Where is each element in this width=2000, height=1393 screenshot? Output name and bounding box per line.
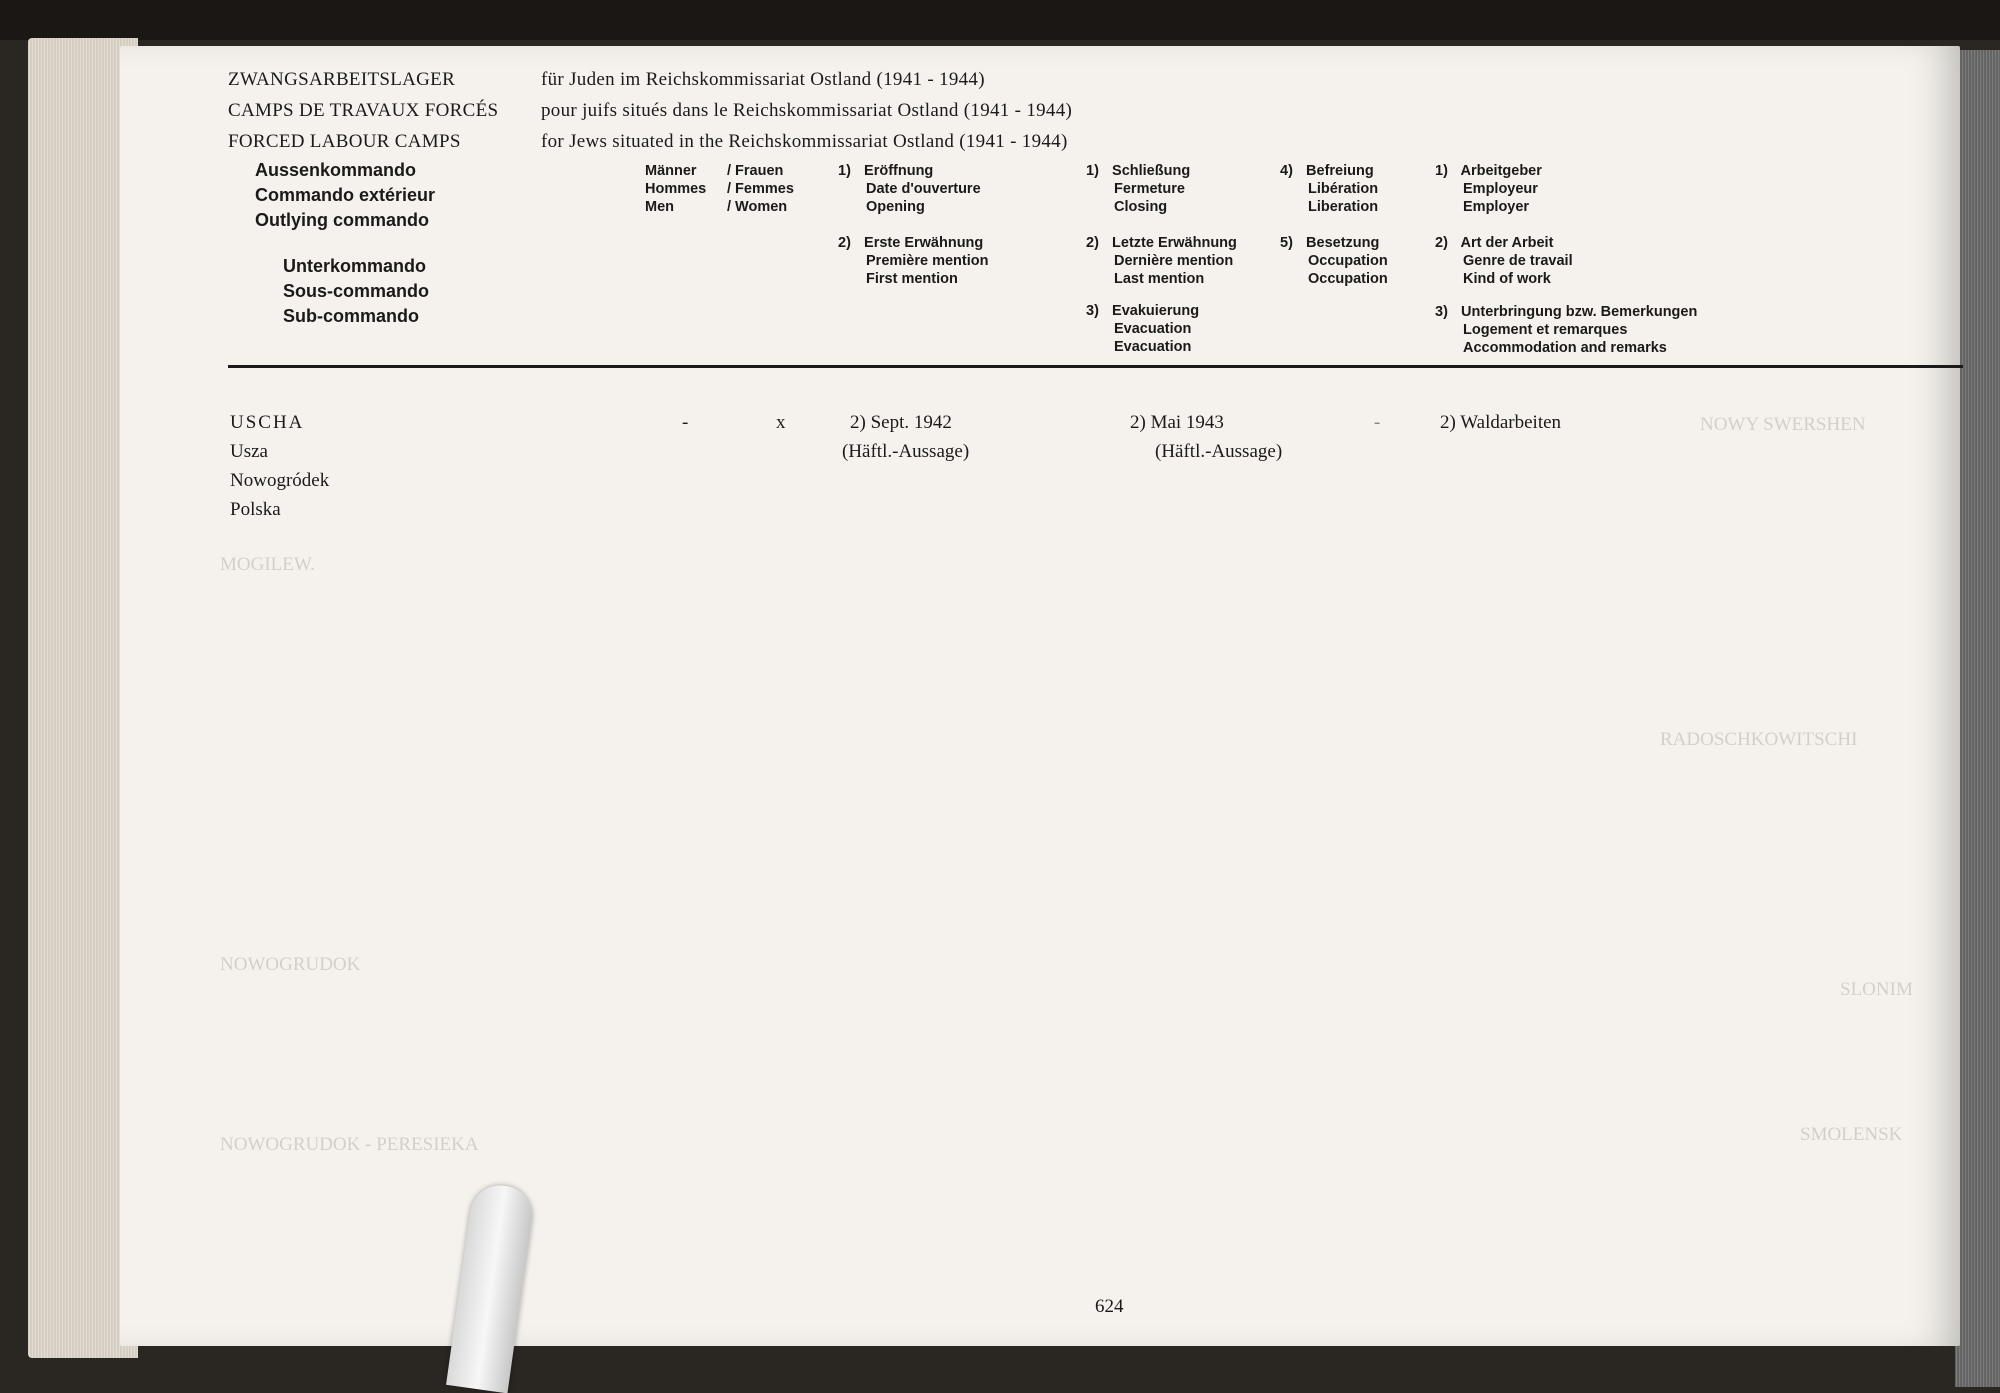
header-subtitles	[541, 64, 1072, 157]
entry-opening	[842, 408, 970, 466]
place-alt-name: Usza	[230, 441, 268, 462]
entry-women: x	[776, 412, 786, 433]
title-de: ZWANGSARBEITSLAGER	[228, 69, 456, 90]
subtitle-en: for Jews situated in the Reichskommissariat Ostland (1941 - 1944)	[541, 131, 1068, 152]
legend-closing: 1) Schließung Fermeture Closing	[1086, 163, 1191, 215]
subtitle-de: für Juden im Reichskommissariat Ostland (1941 - 1944)	[541, 69, 985, 90]
entry-work: 2) Waldarbeiten	[1440, 412, 1562, 433]
entry-place	[230, 408, 329, 524]
legend-accommodation: 3) Unterbringung bzw. Bemerkungen Logement et remarques Accommodation and remarks	[1435, 304, 1698, 356]
entry-liberation: -	[1374, 412, 1381, 433]
subtitle-fr: pour juifs situés dans le Reichskommissariat Ostland (1941 - 1944)	[541, 100, 1073, 121]
legend-men-de: Männer	[645, 163, 697, 179]
book-right-edge	[1955, 50, 2000, 1387]
place-district: Nowogródek	[230, 470, 330, 491]
legend-liberation: 4) Befreiung Libération Liberation	[1280, 163, 1379, 215]
title-en: FORCED LABOUR CAMPS	[228, 131, 461, 152]
page-number: 624	[1095, 1296, 1124, 1317]
legend-kind-of-work: 2) Art der Arbeit Genre de travail Kind of work	[1435, 235, 1573, 287]
title-fr: CAMPS DE TRAVAUX FORCÉS	[228, 100, 499, 121]
entry-opening-date: 2) Sept. 1942	[850, 412, 952, 433]
legend-opening: 1) Eröffnung Date d'ouverture Opening	[838, 163, 981, 215]
header-titles	[228, 64, 498, 157]
legend-aussen-fr: Commando extérieur	[255, 185, 436, 205]
legend-occupation: 5) Besetzung Occupation Occupation	[1280, 235, 1388, 287]
legend-unterkommando	[283, 254, 429, 329]
entry-closing-source: (Häftl.-Aussage)	[1155, 441, 1283, 462]
legend-aussen-de: Aussenkommando	[255, 160, 417, 180]
legend-employer: 1) Arbeitgeber Employeur Employer	[1435, 163, 1542, 215]
legend-gender	[645, 162, 794, 216]
entry-closing-date: 2) Mai 1943	[1130, 412, 1224, 433]
entry-opening-source: (Häftl.-Aussage)	[842, 441, 970, 462]
legend-unter-fr: Sous-commando	[283, 281, 430, 301]
legend-aussen-en: Outlying commando	[255, 210, 430, 230]
legend-men-fr: Hommes	[645, 181, 707, 197]
legend-women-fr: / Femmes	[727, 181, 794, 197]
header-divider	[228, 365, 1963, 368]
legend-evacuation: 3) Evakuierung Evacuation Evacuation	[1086, 303, 1200, 355]
legend-women-de: / Frauen	[727, 163, 784, 179]
place-country: Polska	[230, 499, 281, 520]
legend-first-mention: 2) Erste Erwähnung Première mention First mention	[838, 235, 989, 287]
entry-closing	[1130, 408, 1282, 466]
legend-women-en: / Women	[727, 199, 788, 215]
entry-men: -	[682, 412, 689, 433]
legend-unter-en: Sub-commando	[283, 306, 420, 326]
legend-men-en: Men	[645, 199, 674, 215]
place-name: USCHA	[230, 412, 305, 433]
legend-unter-de: Unterkommando	[283, 256, 427, 276]
legend-last-mention: 2) Letzte Erwähnung Dernière mention Last mention	[1086, 235, 1237, 287]
legend-aussenkommando	[255, 158, 435, 233]
background-top	[0, 0, 2000, 40]
